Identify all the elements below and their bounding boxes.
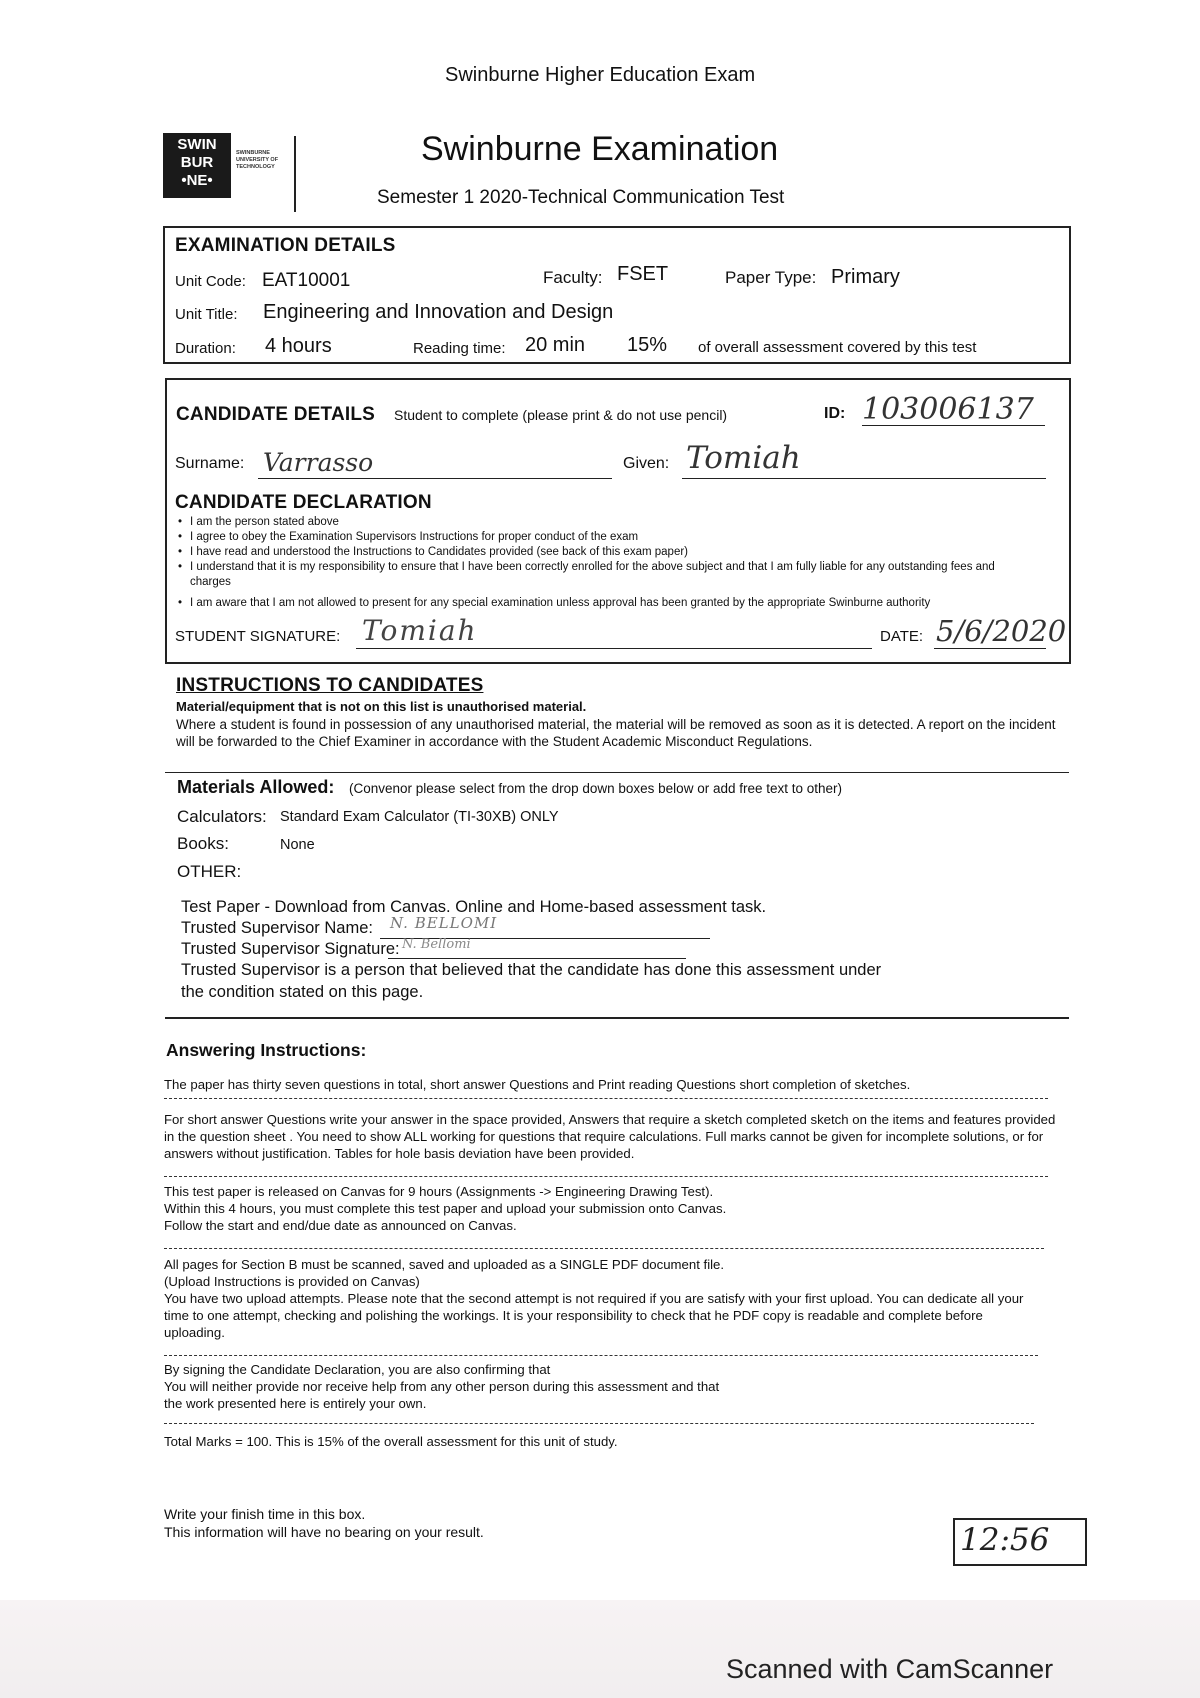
instructions-text: Where a student is found in possession of any unauthorised material, the material will be removed as soon as it is detected. A report on the incident will be forwarded to the Chief Examiner in accordance with the Student Academic Misconduct Regulations.	[176, 717, 1056, 749]
answering-heading: Answering Instructions:	[166, 1040, 367, 1060]
dashed-divider	[164, 1423, 1034, 1424]
declaration-item: • I am aware that I am not allowed to present for any special examination unless approval has been granted by the appropriate Swinburne authority	[176, 596, 1036, 611]
duration-value: 4 hours	[265, 335, 332, 357]
supervisor-signature-value: N. Bellomi	[402, 937, 471, 952]
declaration-item: • I have read and understood the Instructions to Candidates provided (see back of this exam paper)	[176, 545, 1036, 560]
divider	[165, 772, 1069, 773]
paper-type-value: Primary	[831, 266, 900, 288]
surname-underline	[258, 478, 612, 479]
declaration-list	[176, 515, 1036, 611]
faculty-value: FSET	[617, 263, 669, 285]
materials-heading: Materials Allowed:	[177, 777, 335, 797]
id-label: ID:	[824, 405, 846, 422]
logo-line-3: •NE•	[181, 172, 213, 189]
examination-details-heading: EXAMINATION DETAILS	[175, 235, 396, 256]
dashed-divider	[164, 1248, 1044, 1249]
candidate-details-note: Student to complete (please print & do not use pencil)	[394, 407, 728, 423]
other-label: OTHER:	[177, 862, 242, 881]
dashed-divider	[164, 1355, 1038, 1356]
supervisor-name-label: Trusted Supervisor Name:	[181, 919, 373, 937]
instructions-bold-line: Material/equipment that is not on this list is unauthorised material.	[176, 699, 587, 714]
other-line: the condition stated on this page.	[181, 983, 424, 1001]
candidate-details-heading: CANDIDATE DETAILS	[176, 404, 376, 425]
declaration-item: • I understand that it is my responsibility to ensure that I have been correctly enrolled for the above subject and that I am fully liable for any outstanding fees and charges	[176, 560, 1010, 590]
id-underline	[862, 425, 1045, 426]
logo-subtext: SWINBURNE UNIVERSITY OF TECHNOLOGY	[236, 136, 296, 212]
calculators-label: Calculators:	[177, 807, 267, 826]
other-line: Test Paper - Download from Canvas. Online and Home-based assessment task.	[181, 898, 767, 916]
finish-instruction-line-1: Write your finish time in this box.	[164, 1506, 366, 1522]
answering-paragraph: This test paper is released on Canvas for 9 hours (Assignments -> Engineering Drawing Test). Within this 4 hours, you must complete this test paper and upload your submission onto Canvas. Follow the start and end/due date as announced on Canvas.	[164, 1184, 727, 1233]
supervisor-name-value: N. BELLOMI	[390, 914, 498, 932]
id-value: 103006137	[862, 392, 1034, 427]
duration-label: Duration:	[175, 340, 236, 357]
reading-time-label: Reading time:	[413, 340, 506, 357]
dashed-divider	[164, 1098, 1048, 1099]
student-signature: Tomiah	[362, 614, 478, 647]
supervisor-signature-label: Trusted Supervisor Signature:	[181, 940, 400, 958]
books-value: None	[280, 837, 315, 853]
instructions-heading: INSTRUCTIONS TO CANDIDATES	[176, 675, 484, 696]
answering-paragraph: All pages for Section B must be scanned, saved and uploaded as a SINGLE PDF document file. (Upload Instructions is provided on Canvas) You have two upload attempts. Please note that the second attempt is not required if you are satisfy with your first upload. You can dedicate all your time to one attempt, checking and polishing the workings. It is your responsibility to check that he PDF copy is readable and complete before uploading.	[164, 1257, 1024, 1340]
candidate-declaration-heading: CANDIDATE DECLARATION	[175, 492, 432, 513]
unit-code-label: Unit Code:	[175, 273, 246, 290]
top-title: Swinburne Higher Education Exam	[445, 64, 756, 86]
surname-label: Surname:	[175, 455, 245, 472]
unit-title-label: Unit Title:	[175, 306, 238, 323]
given-value: Tomiah	[686, 440, 801, 476]
given-underline	[682, 478, 1046, 479]
date-label: DATE:	[880, 628, 924, 645]
assessment-percent-note: of overall assessment covered by this test	[698, 339, 977, 356]
unit-code-value: EAT10001	[262, 270, 351, 291]
books-label: Books:	[177, 834, 229, 853]
answering-paragraph: The paper has thirty seven questions in total, short answer Questions and Print reading Questions short completion of sketches.	[164, 1077, 911, 1092]
other-line: Trusted Supervisor is a person that believed that the candidate has done this assessment under	[181, 961, 882, 979]
surname-value: Varrasso	[263, 448, 374, 477]
date-value: 5/6/2020	[936, 614, 1067, 648]
dashed-divider	[164, 1176, 1048, 1177]
answering-paragraph: For short answer Questions write your answer in the space provided, Answers that require a sketch completed sketch on the items and features provided in the question sheet . You need to show ALL working for questions that require calculations. Full marks cannot be given for incomplete solutions, or for answers without justification. Tables for hole basis deviation have been provided.	[164, 1112, 1056, 1161]
university-logo	[163, 133, 231, 198]
assessment-percent: 15%	[627, 334, 668, 356]
declaration-item: • I agree to obey the Examination Supervisors Instructions for proper conduct of the exam	[176, 530, 1036, 545]
student-signature-label: STUDENT SIGNATURE:	[175, 628, 341, 645]
signature-underline	[356, 648, 872, 649]
answering-paragraph: By signing the Candidate Declaration, you are also confirming that You will neither provide nor receive help from any other person during this assessment and that the work presented here is entirely your own.	[164, 1362, 720, 1411]
logo-line-1: SWIN	[177, 136, 217, 153]
date-underline	[934, 648, 1046, 649]
materials-note: (Convenor please select from the drop down boxes below or add free text to other)	[349, 781, 843, 796]
answering-paragraph: Total Marks = 100. This is 15% of the overall assessment for this unit of study.	[164, 1434, 618, 1449]
given-label: Given:	[623, 455, 670, 472]
unit-title-value: Engineering and Innovation and Design	[263, 301, 614, 323]
calculators-value: Standard Exam Calculator (TI-30XB) ONLY	[280, 809, 559, 825]
exam-title: Swinburne Examination	[421, 130, 779, 168]
camscanner-watermark: Scanned with CamScanner	[726, 1654, 1054, 1684]
faculty-label: Faculty:	[543, 268, 603, 287]
supervisor-signature-underline	[388, 958, 686, 959]
paper-type-label: Paper Type:	[725, 268, 817, 287]
finish-time-value: 12:56	[960, 1522, 1050, 1558]
reading-time-value: 20 min	[525, 334, 586, 356]
logo-line-2: BUR	[180, 154, 214, 171]
declaration-item: • I am the person stated above	[176, 515, 1036, 530]
divider	[165, 1017, 1069, 1019]
finish-instruction-line-2: This information will have no bearing on your result.	[164, 1524, 484, 1540]
exam-subtitle: Semester 1 2020-Technical Communication Test	[377, 187, 785, 208]
